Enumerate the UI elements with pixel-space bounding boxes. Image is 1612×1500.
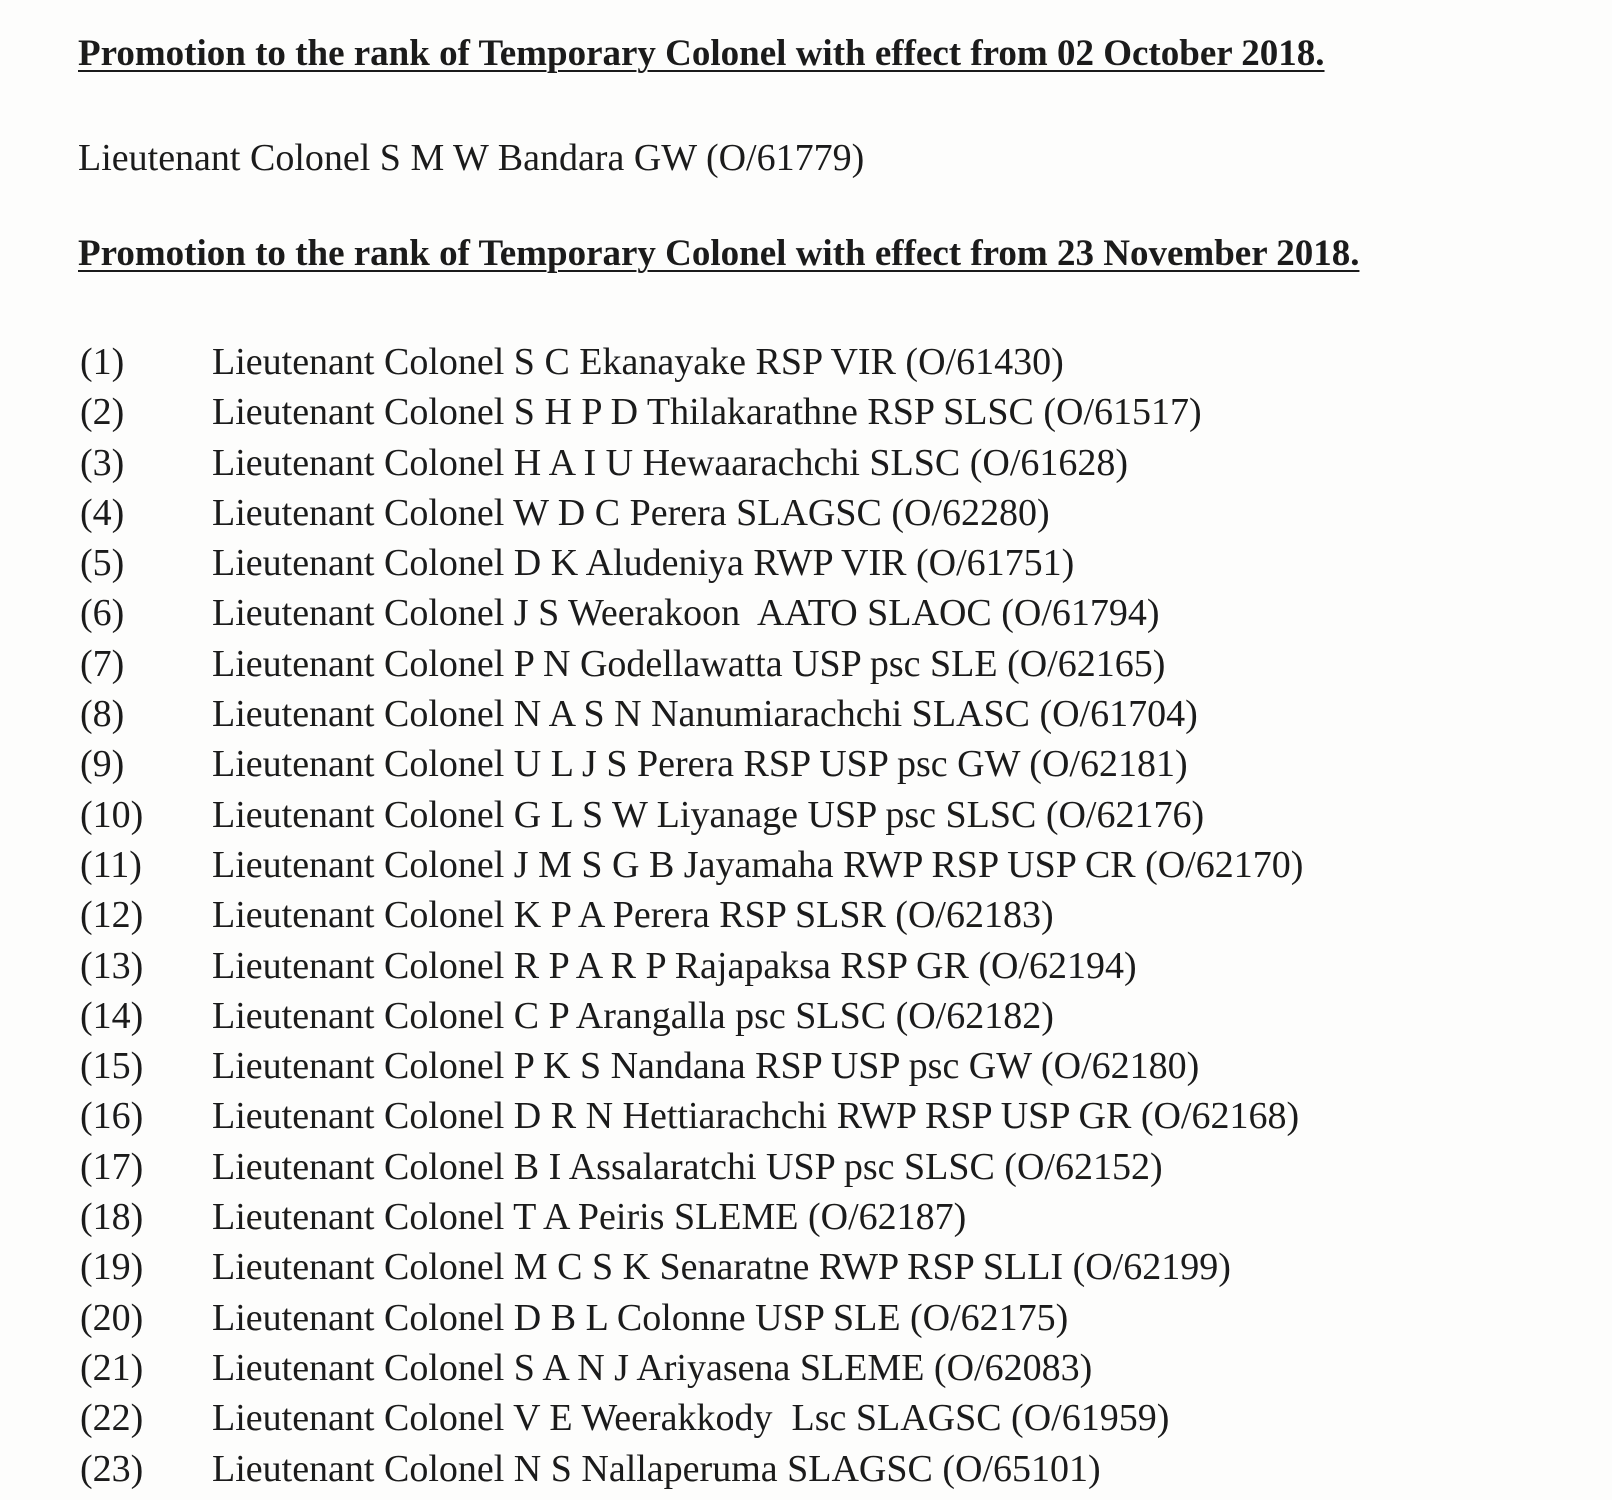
list-item-text: Lieutenant Colonel M C S K Senaratne RWP RSP SLLI (O/62199): [212, 1246, 1231, 1289]
list-item-text: Lieutenant Colonel H A I U Hewaarachchi SLSC (O/61628): [212, 441, 1129, 484]
list-item: [80, 1444, 1303, 1494]
list-item: [80, 438, 1303, 488]
list-item: [80, 639, 1303, 689]
list-item-number: (7): [80, 642, 125, 685]
list-item-text: Lieutenant Colonel U L J S Perera RSP USP psc GW (O/62181): [212, 743, 1188, 786]
list-item-number: (1): [80, 341, 125, 383]
list-item: [80, 1041, 1303, 1091]
list-item-text: Lieutenant Colonel K P A Perera RSP SLSR (O/62183): [212, 894, 1054, 937]
list-item-number: (22): [80, 1397, 144, 1440]
list-item-number: (8): [80, 693, 125, 736]
list-item-number: (3): [80, 441, 125, 484]
list-item-number: (11): [80, 843, 142, 886]
list-item: [80, 1293, 1303, 1343]
list-item-text: Lieutenant Colonel R P A R P Rajapaksa RSP GR (O/62194): [212, 944, 1137, 987]
list-item-number: (6): [80, 592, 125, 635]
single-promotion-entry: Lieutenant Colonel S M W Bandara GW (O/61779): [78, 137, 865, 179]
list-item-number: (13): [80, 944, 144, 987]
list-item: [80, 538, 1303, 588]
list-item-text: Lieutenant Colonel B I Assalaratchi USP psc SLSC (O/62152): [212, 1145, 1163, 1188]
list-item-number: (14): [80, 994, 144, 1037]
list-item: [80, 337, 1303, 387]
list-item: [80, 387, 1303, 437]
list-item-number: (9): [80, 743, 125, 786]
list-item: [80, 1393, 1303, 1443]
promotion-list: [80, 337, 1303, 1494]
list-item: [80, 1242, 1303, 1292]
list-item-text: Lieutenant Colonel P N Godellawatta USP psc SLE (O/62165): [212, 642, 1166, 685]
list-item-number: (15): [80, 1045, 144, 1088]
list-item-text: Lieutenant Colonel J M S G B Jayamaha RWP RSP USP CR (O/62170): [212, 843, 1304, 886]
list-item-number: (17): [80, 1145, 144, 1188]
list-item-text: Lieutenant Colonel D R N Hettiarachchi RWP RSP USP GR (O/62168): [212, 1095, 1300, 1138]
list-item-text: Lieutenant Colonel T A Peiris SLEME (O/62187): [212, 1196, 967, 1239]
list-item: [80, 1142, 1303, 1192]
list-item-number: (4): [80, 491, 125, 534]
list-item-text: Lieutenant Colonel D B L Colonne USP SLE (O/62175): [212, 1296, 1069, 1339]
list-item-number: (10): [80, 793, 144, 836]
list-item: [80, 1343, 1303, 1393]
list-item: [80, 1192, 1303, 1242]
list-item: [80, 991, 1303, 1041]
list-item: [80, 890, 1303, 940]
list-item: [80, 1091, 1303, 1141]
list-item-number: (18): [80, 1196, 144, 1239]
list-item-text: Lieutenant Colonel V E Weerakkody Lsc SLAGSC (O/61959): [212, 1397, 1170, 1440]
list-item: [80, 840, 1303, 890]
list-item-text: Lieutenant Colonel P K S Nandana RSP USP psc GW (O/62180): [212, 1045, 1200, 1088]
list-item-text: Lieutenant Colonel S H P D Thilakarathne RSP SLSC (O/61517): [212, 391, 1202, 434]
list-item-text: Lieutenant Colonel N A S N Nanumiarachchi SLASC (O/61704): [212, 693, 1198, 736]
list-item-number: (20): [80, 1296, 144, 1339]
list-item: [80, 941, 1303, 991]
list-item-text: Lieutenant Colonel C P Arangalla psc SLSC (O/62182): [212, 994, 1054, 1037]
list-item-text: Lieutenant Colonel J S Weerakoon AATO SLAOC (O/61794): [212, 592, 1160, 635]
section-heading-november: Promotion to the rank of Temporary Colonel with effect from 23 November 2018.: [78, 233, 1360, 274]
list-item-number: (21): [80, 1346, 144, 1389]
list-item: [80, 790, 1303, 840]
section-heading-october: Promotion to the rank of Temporary Colonel with effect from 02 October 2018.: [78, 33, 1325, 74]
list-item-number: (16): [80, 1095, 144, 1138]
list-item-text: Lieutenant Colonel G L S W Liyanage USP psc SLSC (O/62176): [212, 793, 1205, 836]
list-item: [80, 739, 1303, 789]
list-item-text: Lieutenant Colonel S A N J Ariyasena SLEME (O/62083): [212, 1346, 1093, 1389]
list-item-text: Lieutenant Colonel W D C Perera SLAGSC (O/62280): [212, 491, 1050, 534]
list-item-number: (19): [80, 1246, 144, 1289]
list-item-text: Lieutenant Colonel D K Aludeniya RWP VIR (O/61751): [212, 542, 1075, 585]
list-item-number: (12): [80, 894, 144, 937]
list-item-number: (23): [80, 1447, 144, 1490]
list-item: [80, 588, 1303, 638]
list-item: [80, 488, 1303, 538]
list-item-number: (2): [80, 391, 125, 434]
list-item-text: Lieutenant Colonel S C Ekanayake RSP VIR (O/61430): [212, 341, 1064, 383]
list-item-text: Lieutenant Colonel N S Nallaperuma SLAGSC (O/65101): [212, 1447, 1101, 1490]
list-item: [80, 689, 1303, 739]
list-item-number: (5): [80, 542, 125, 585]
